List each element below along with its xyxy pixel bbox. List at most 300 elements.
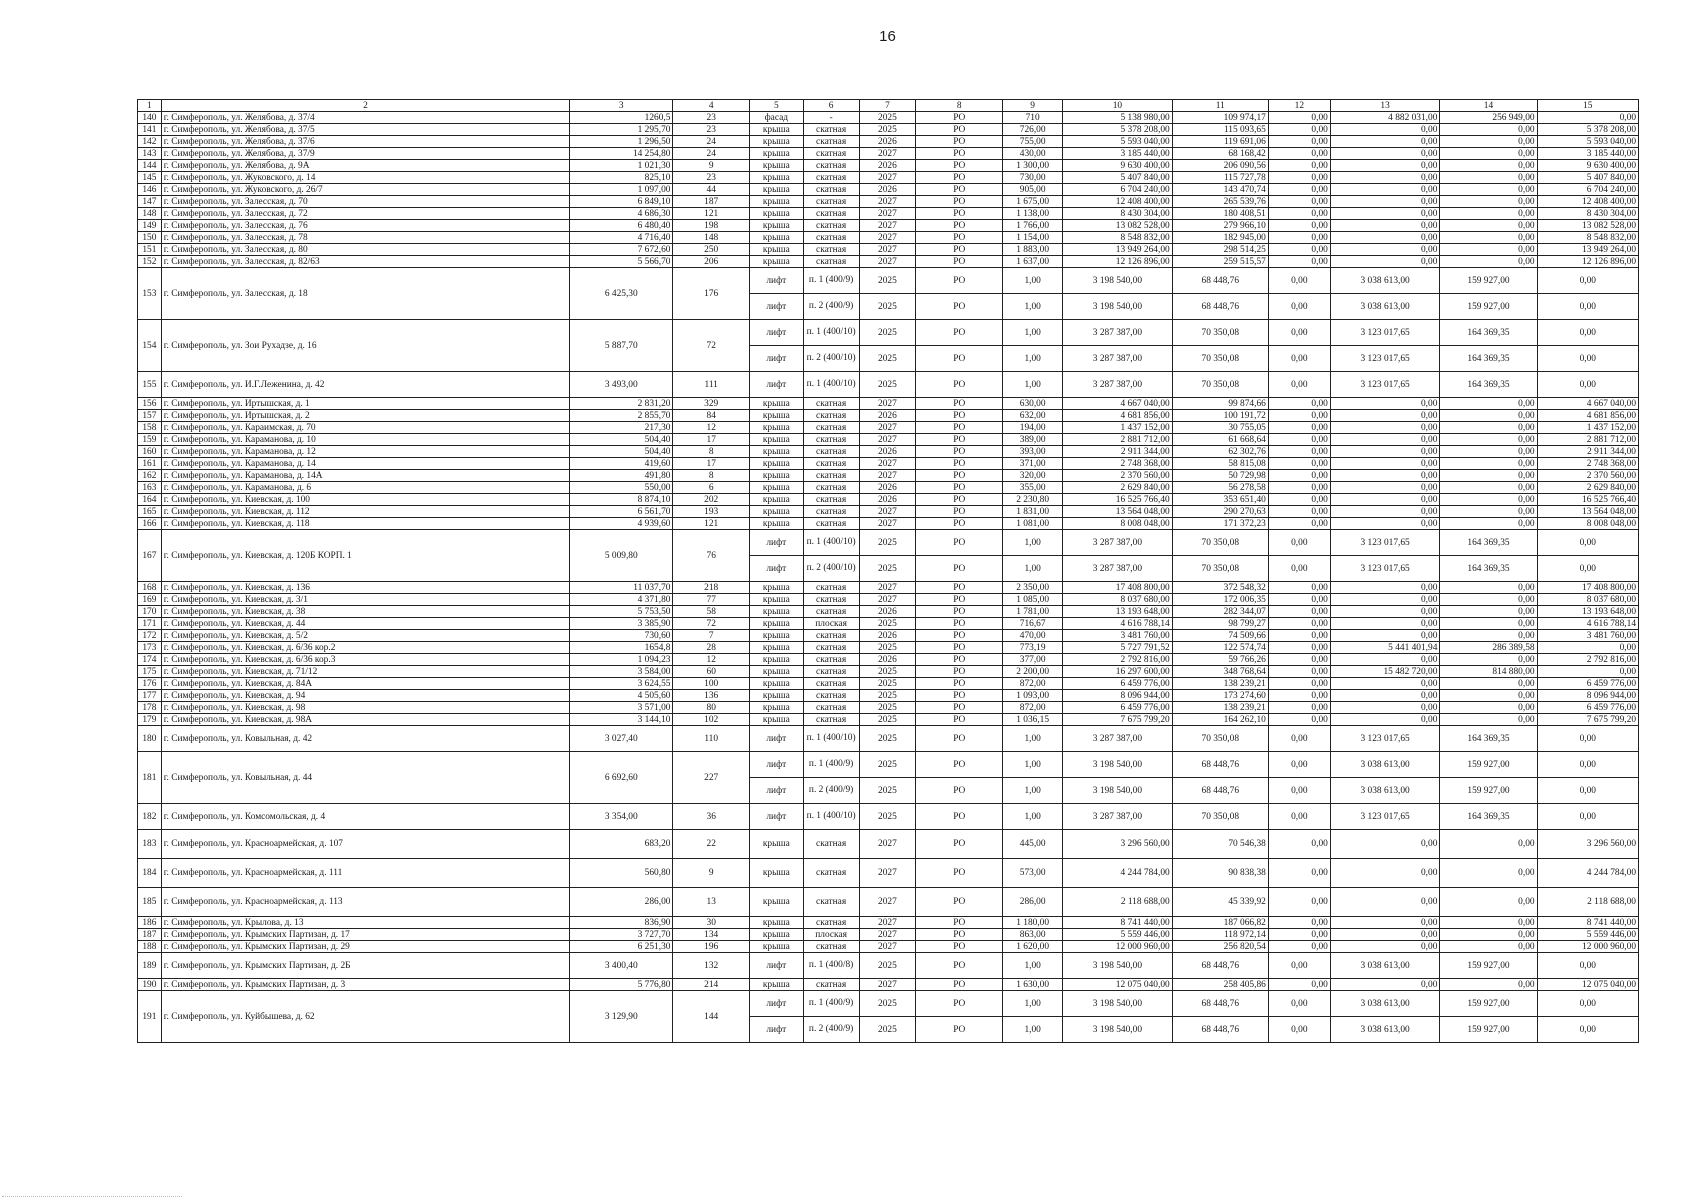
type-cell: скатная — [803, 518, 859, 530]
area-cell: 217,30 — [570, 422, 673, 434]
element-cell: крыша — [749, 124, 803, 136]
table-row — [138, 172, 1639, 184]
element-cell: крыша — [749, 160, 803, 172]
type-cell: п. 1 (400/10) — [803, 726, 859, 752]
contractor-cell: РО — [916, 752, 1003, 778]
footer-line — [2, 1196, 182, 1197]
volume-cell: 393,00 — [1003, 446, 1063, 458]
residents-cell: 84 — [673, 410, 749, 422]
table-row — [138, 494, 1639, 506]
header-cell: 6 — [803, 100, 859, 112]
address-cell: г. Симферополь, ул. Киевская, д. 112 — [161, 506, 569, 518]
volume-cell: 773,19 — [1003, 642, 1063, 654]
type-cell: п. 2 (400/9) — [803, 778, 859, 804]
contractor-cell: РО — [916, 346, 1003, 372]
contractor-cell: РО — [916, 482, 1003, 494]
address-cell: г. Симферополь, ул. Жуковского, д. 14 — [161, 172, 569, 184]
contractor-cell: РО — [916, 594, 1003, 606]
regional-funds-cell: 0,00 — [1330, 208, 1440, 220]
municipal-funds-cell: 0,00 — [1440, 582, 1537, 594]
municipal-funds-cell: 159 927,00 — [1440, 268, 1537, 294]
area-cell: 504,40 — [570, 434, 673, 446]
cost-cell: 3 287 387,00 — [1063, 804, 1173, 830]
element-cell: крыша — [749, 256, 803, 268]
contractor-cell: РО — [916, 830, 1003, 859]
cost-cell: 8 037 680,00 — [1063, 594, 1173, 606]
row-number-cell: 159 — [138, 434, 162, 446]
residents-cell: 8 — [673, 446, 749, 458]
type-cell: скатная — [803, 208, 859, 220]
volume-cell: 371,00 — [1003, 458, 1063, 470]
federal-funds-cell: 0,00 — [1268, 112, 1330, 124]
owner-funds-cell: 2 911 344,00 — [1537, 446, 1638, 458]
unit-cost-cell: 90 838,38 — [1172, 859, 1268, 888]
municipal-funds-cell: 0,00 — [1440, 618, 1537, 630]
volume-cell: 1,00 — [1003, 804, 1063, 830]
year-cell: 2025 — [859, 124, 916, 136]
contractor-cell: РО — [916, 184, 1003, 196]
contractor-cell: РО — [916, 556, 1003, 582]
row-number-cell: 174 — [138, 654, 162, 666]
area-cell: 7 672,60 — [570, 244, 673, 256]
cost-cell: 3 287 387,00 — [1063, 346, 1173, 372]
regional-funds-cell: 0,00 — [1330, 196, 1440, 208]
year-cell: 2026 — [859, 446, 916, 458]
address-cell: г. Симферополь, ул. Залесская, д. 76 — [161, 220, 569, 232]
year-cell: 2026 — [859, 160, 916, 172]
residents-cell: 196 — [673, 941, 749, 953]
row-number-cell: 164 — [138, 494, 162, 506]
year-cell: 2027 — [859, 422, 916, 434]
residents-cell: 7 — [673, 630, 749, 642]
regional-funds-cell: 0,00 — [1330, 830, 1440, 859]
year-cell: 2025 — [859, 666, 916, 678]
federal-funds-cell: 0,00 — [1268, 232, 1330, 244]
element-cell: крыша — [749, 410, 803, 422]
area-cell: 730,60 — [570, 630, 673, 642]
area-cell: 504,40 — [570, 446, 673, 458]
row-number-cell: 186 — [138, 917, 162, 929]
owner-funds-cell: 0,00 — [1537, 991, 1638, 1017]
year-cell: 2027 — [859, 888, 916, 917]
regional-funds-cell: 0,00 — [1330, 160, 1440, 172]
address-cell: г. Симферополь, ул. Желябова, д. 37/9 — [161, 148, 569, 160]
federal-funds-cell: 0,00 — [1268, 196, 1330, 208]
address-cell: г. Симферополь, ул. Желябова, д. 37/4 — [161, 112, 569, 124]
year-cell: 2025 — [859, 642, 916, 654]
cost-cell: 13 082 528,00 — [1063, 220, 1173, 232]
federal-funds-cell: 0,00 — [1268, 346, 1330, 372]
cost-cell: 4 616 788,14 — [1063, 618, 1173, 630]
cost-cell: 3 198 540,00 — [1063, 991, 1173, 1017]
contractor-cell: РО — [916, 136, 1003, 148]
row-number-cell: 172 — [138, 630, 162, 642]
volume-cell: 1 138,00 — [1003, 208, 1063, 220]
type-cell: скатная — [803, 160, 859, 172]
element-cell: крыша — [749, 184, 803, 196]
element-cell: лифт — [749, 752, 803, 778]
federal-funds-cell: 0,00 — [1268, 752, 1330, 778]
cost-cell: 8 548 832,00 — [1063, 232, 1173, 244]
row-number-cell: 175 — [138, 666, 162, 678]
year-cell: 2026 — [859, 630, 916, 642]
area-cell: 491,80 — [570, 470, 673, 482]
year-cell: 2027 — [859, 518, 916, 530]
year-cell: 2027 — [859, 582, 916, 594]
contractor-cell: РО — [916, 320, 1003, 346]
owner-funds-cell: 0,00 — [1537, 320, 1638, 346]
area-cell: 5 566,70 — [570, 256, 673, 268]
owner-funds-cell: 8 096 944,00 — [1537, 690, 1638, 702]
element-cell: крыша — [749, 830, 803, 859]
element-cell: лифт — [749, 372, 803, 398]
cost-cell: 3 185 440,00 — [1063, 148, 1173, 160]
year-cell: 2027 — [859, 458, 916, 470]
unit-cost-cell: 353 651,40 — [1172, 494, 1268, 506]
unit-cost-cell: 138 239,21 — [1172, 678, 1268, 690]
regional-funds-cell: 0,00 — [1330, 690, 1440, 702]
area-cell: 1 094,23 — [570, 654, 673, 666]
type-cell: скатная — [803, 184, 859, 196]
year-cell: 2025 — [859, 1017, 916, 1043]
volume-cell: 2 230,80 — [1003, 494, 1063, 506]
municipal-funds-cell: 0,00 — [1440, 398, 1537, 410]
owner-funds-cell: 3 481 760,00 — [1537, 630, 1638, 642]
cost-cell: 3 198 540,00 — [1063, 953, 1173, 979]
contractor-cell: РО — [916, 494, 1003, 506]
row-number-cell: 169 — [138, 594, 162, 606]
row-number-cell: 176 — [138, 678, 162, 690]
row-number-cell: 178 — [138, 702, 162, 714]
year-cell: 2025 — [859, 690, 916, 702]
regional-funds-cell: 3 123 017,65 — [1330, 372, 1440, 398]
row-number-cell: 190 — [138, 979, 162, 991]
contractor-cell: РО — [916, 726, 1003, 752]
header-cell: 12 — [1268, 100, 1330, 112]
address-cell: г. Симферополь, ул. Киевская, д. 120Б КОРП. 1 — [161, 530, 569, 582]
element-cell: лифт — [749, 991, 803, 1017]
address-cell: г. Симферополь, ул. Ковыльная, д. 42 — [161, 726, 569, 752]
type-cell: скатная — [803, 917, 859, 929]
address-cell: г. Симферополь, ул. Красноармейская, д. 107 — [161, 830, 569, 859]
unit-cost-cell: 173 274,60 — [1172, 690, 1268, 702]
element-cell: крыша — [749, 470, 803, 482]
municipal-funds-cell: 0,00 — [1440, 244, 1537, 256]
year-cell: 2025 — [859, 112, 916, 124]
address-cell: г. Симферополь, ул. Караманова, д. 14А — [161, 470, 569, 482]
element-cell: крыша — [749, 702, 803, 714]
contractor-cell: РО — [916, 244, 1003, 256]
address-cell: г. Симферополь, ул. Ковыльная, д. 44 — [161, 752, 569, 804]
unit-cost-cell: 115 727,78 — [1172, 172, 1268, 184]
federal-funds-cell: 0,00 — [1268, 160, 1330, 172]
owner-funds-cell: 0,00 — [1537, 778, 1638, 804]
volume-cell: 1,00 — [1003, 530, 1063, 556]
unit-cost-cell: 180 408,51 — [1172, 208, 1268, 220]
contractor-cell: РО — [916, 208, 1003, 220]
table-row — [138, 518, 1639, 530]
row-number-cell: 171 — [138, 618, 162, 630]
area-cell: 3 400,40 — [570, 953, 673, 979]
area-cell: 3 624,55 — [570, 678, 673, 690]
row-number-cell: 187 — [138, 929, 162, 941]
element-cell: крыша — [749, 690, 803, 702]
municipal-funds-cell: 0,00 — [1440, 458, 1537, 470]
unit-cost-cell: 68 448,76 — [1172, 953, 1268, 979]
unit-cost-cell: 172 006,35 — [1172, 594, 1268, 606]
table-row — [138, 112, 1639, 124]
row-number-cell: 148 — [138, 208, 162, 220]
federal-funds-cell: 0,00 — [1268, 979, 1330, 991]
federal-funds-cell: 0,00 — [1268, 320, 1330, 346]
volume-cell: 1,00 — [1003, 1017, 1063, 1043]
residents-cell: 198 — [673, 220, 749, 232]
cost-cell: 12 408 400,00 — [1063, 196, 1173, 208]
municipal-funds-cell: 0,00 — [1440, 690, 1537, 702]
table-row — [138, 506, 1639, 518]
contractor-cell: РО — [916, 160, 1003, 172]
address-cell: г. Симферополь, ул. Караманова, д. 14 — [161, 458, 569, 470]
regional-funds-cell: 0,00 — [1330, 172, 1440, 184]
area-cell: 3 584,00 — [570, 666, 673, 678]
regional-funds-cell: 0,00 — [1330, 917, 1440, 929]
table-row — [138, 434, 1639, 446]
address-cell: г. Симферополь, ул. Крымских Партизан, д. 2Б — [161, 953, 569, 979]
type-cell: скатная — [803, 714, 859, 726]
owner-funds-cell: 5 407 840,00 — [1537, 172, 1638, 184]
owner-funds-cell: 16 525 766,40 — [1537, 494, 1638, 506]
federal-funds-cell: 0,00 — [1268, 172, 1330, 184]
regional-funds-cell: 0,00 — [1330, 422, 1440, 434]
federal-funds-cell: 0,00 — [1268, 778, 1330, 804]
regional-funds-cell: 0,00 — [1330, 618, 1440, 630]
address-cell: г. Симферополь, ул. Залесская, д. 82/63 — [161, 256, 569, 268]
row-number-cell: 149 — [138, 220, 162, 232]
volume-cell: 1 085,00 — [1003, 594, 1063, 606]
address-cell: г. Симферополь, ул. Киевская, д. 136 — [161, 582, 569, 594]
year-cell: 2026 — [859, 410, 916, 422]
municipal-funds-cell: 286 389,58 — [1440, 642, 1537, 654]
year-cell: 2026 — [859, 482, 916, 494]
element-cell: крыша — [749, 518, 803, 530]
residents-cell: 132 — [673, 953, 749, 979]
owner-funds-cell: 2 748 368,00 — [1537, 458, 1638, 470]
table-row — [138, 618, 1639, 630]
row-number-cell: 166 — [138, 518, 162, 530]
unit-cost-cell: 68 168,42 — [1172, 148, 1268, 160]
regional-funds-cell: 0,00 — [1330, 124, 1440, 136]
area-cell: 3 727,70 — [570, 929, 673, 941]
volume-cell: 755,00 — [1003, 136, 1063, 148]
residents-cell: 187 — [673, 196, 749, 208]
cost-cell: 5 407 840,00 — [1063, 172, 1173, 184]
unit-cost-cell: 187 066,82 — [1172, 917, 1268, 929]
volume-cell: 355,00 — [1003, 482, 1063, 494]
table-row — [138, 582, 1639, 594]
regional-funds-cell: 3 038 613,00 — [1330, 294, 1440, 320]
municipal-funds-cell: 0,00 — [1440, 606, 1537, 618]
residents-cell: 250 — [673, 244, 749, 256]
table-row — [138, 458, 1639, 470]
federal-funds-cell: 0,00 — [1268, 953, 1330, 979]
table-row — [138, 859, 1639, 888]
type-cell: скатная — [803, 148, 859, 160]
contractor-cell: РО — [916, 530, 1003, 556]
regional-funds-cell: 0,00 — [1330, 702, 1440, 714]
element-cell: крыша — [749, 678, 803, 690]
federal-funds-cell: 0,00 — [1268, 208, 1330, 220]
federal-funds-cell: 0,00 — [1268, 929, 1330, 941]
element-cell: крыша — [749, 606, 803, 618]
area-cell: 2 831,20 — [570, 398, 673, 410]
table-row — [138, 148, 1639, 160]
table-row — [138, 220, 1639, 232]
type-cell: скатная — [803, 690, 859, 702]
type-cell: скатная — [803, 678, 859, 690]
row-number-cell: 165 — [138, 506, 162, 518]
municipal-funds-cell: 0,00 — [1440, 506, 1537, 518]
regional-funds-cell: 0,00 — [1330, 458, 1440, 470]
owner-funds-cell: 2 881 712,00 — [1537, 434, 1638, 446]
type-cell: п. 1 (400/10) — [803, 372, 859, 398]
cost-cell: 3 296 560,00 — [1063, 830, 1173, 859]
address-cell: г. Симферополь, ул. Залесская, д. 80 — [161, 244, 569, 256]
row-number-cell: 183 — [138, 830, 162, 859]
address-cell: г. Симферополь, ул. Залесская, д. 70 — [161, 196, 569, 208]
table-row — [138, 979, 1639, 991]
type-cell: п. 1 (400/8) — [803, 953, 859, 979]
municipal-funds-cell: 0,00 — [1440, 232, 1537, 244]
residents-cell: 102 — [673, 714, 749, 726]
area-cell: 825,10 — [570, 172, 673, 184]
element-cell: крыша — [749, 398, 803, 410]
unit-cost-cell: 372 548,32 — [1172, 582, 1268, 594]
type-cell: скатная — [803, 494, 859, 506]
owner-funds-cell: 9 630 400,00 — [1537, 160, 1638, 172]
area-cell: 6 480,40 — [570, 220, 673, 232]
residents-cell: 9 — [673, 160, 749, 172]
type-cell: скатная — [803, 654, 859, 666]
municipal-funds-cell: 164 369,35 — [1440, 556, 1537, 582]
type-cell: плоская — [803, 618, 859, 630]
residents-cell: 12 — [673, 654, 749, 666]
year-cell: 2027 — [859, 506, 916, 518]
type-cell: скатная — [803, 232, 859, 244]
row-number-cell: 177 — [138, 690, 162, 702]
row-number-cell: 157 — [138, 410, 162, 422]
volume-cell: 716,67 — [1003, 618, 1063, 630]
address-cell: г. Симферополь, ул. Комсомольская, д. 4 — [161, 804, 569, 830]
regional-funds-cell: 0,00 — [1330, 494, 1440, 506]
element-cell: лифт — [749, 556, 803, 582]
element-cell: крыша — [749, 654, 803, 666]
municipal-funds-cell: 0,00 — [1440, 124, 1537, 136]
volume-cell: 1 883,00 — [1003, 244, 1063, 256]
residents-cell: 60 — [673, 666, 749, 678]
row-number-cell: 163 — [138, 482, 162, 494]
owner-funds-cell: 1 437 152,00 — [1537, 422, 1638, 434]
address-cell: г. Симферополь, ул. Киевская, д. 98 — [161, 702, 569, 714]
unit-cost-cell: 58 815,08 — [1172, 458, 1268, 470]
municipal-funds-cell: 0,00 — [1440, 470, 1537, 482]
unit-cost-cell: 122 574,74 — [1172, 642, 1268, 654]
type-cell: скатная — [803, 172, 859, 184]
volume-cell: 445,00 — [1003, 830, 1063, 859]
contractor-cell: РО — [916, 690, 1003, 702]
regional-funds-cell: 0,00 — [1330, 232, 1440, 244]
header-cell: 13 — [1330, 100, 1440, 112]
volume-cell: 632,00 — [1003, 410, 1063, 422]
owner-funds-cell: 8 430 304,00 — [1537, 208, 1638, 220]
federal-funds-cell: 0,00 — [1268, 256, 1330, 268]
year-cell: 2027 — [859, 244, 916, 256]
regional-funds-cell: 0,00 — [1330, 941, 1440, 953]
type-cell: п. 2 (400/9) — [803, 294, 859, 320]
address-cell: г. Симферополь, ул. Киевская, д. 94 — [161, 690, 569, 702]
unit-cost-cell: 68 448,76 — [1172, 268, 1268, 294]
area-cell: 5 009,80 — [570, 530, 673, 582]
header-cell: 5 — [749, 100, 803, 112]
cost-cell: 6 459 776,00 — [1063, 678, 1173, 690]
type-cell: п. 1 (400/9) — [803, 752, 859, 778]
element-cell: крыша — [749, 208, 803, 220]
element-cell: крыша — [749, 917, 803, 929]
element-cell: крыша — [749, 929, 803, 941]
row-number-cell: 168 — [138, 582, 162, 594]
municipal-funds-cell: 0,00 — [1440, 630, 1537, 642]
address-cell: г. Симферополь, ул. Жуковского, д. 26/7 — [161, 184, 569, 196]
owner-funds-cell: 8 008 048,00 — [1537, 518, 1638, 530]
type-cell: скатная — [803, 434, 859, 446]
area-cell: 1 021,30 — [570, 160, 673, 172]
owner-funds-cell: 4 667 040,00 — [1537, 398, 1638, 410]
area-cell: 419,60 — [570, 458, 673, 470]
unit-cost-cell: 259 515,57 — [1172, 256, 1268, 268]
table-row — [138, 726, 1639, 752]
table-row — [138, 320, 1639, 346]
address-cell: г. Симферополь, ул. Иртышская, д. 2 — [161, 410, 569, 422]
contractor-cell: РО — [916, 148, 1003, 160]
contractor-cell: РО — [916, 458, 1003, 470]
owner-funds-cell: 0,00 — [1537, 1017, 1638, 1043]
owner-funds-cell: 5 559 446,00 — [1537, 929, 1638, 941]
year-cell: 2027 — [859, 859, 916, 888]
regional-funds-cell: 3 038 613,00 — [1330, 778, 1440, 804]
area-cell: 1260,5 — [570, 112, 673, 124]
type-cell: п. 2 (400/9) — [803, 1017, 859, 1043]
unit-cost-cell: 70 350,08 — [1172, 530, 1268, 556]
type-cell: скатная — [803, 666, 859, 678]
row-number-cell: 160 — [138, 446, 162, 458]
residents-cell: 218 — [673, 582, 749, 594]
address-cell: г. Симферополь, ул. Крымских Партизан, д. 29 — [161, 941, 569, 953]
owner-funds-cell: 0,00 — [1537, 556, 1638, 582]
contractor-cell: РО — [916, 434, 1003, 446]
owner-funds-cell: 2 629 840,00 — [1537, 482, 1638, 494]
contractor-cell: РО — [916, 470, 1003, 482]
owner-funds-cell: 0,00 — [1537, 530, 1638, 556]
municipal-funds-cell: 0,00 — [1440, 917, 1537, 929]
volume-cell: 905,00 — [1003, 184, 1063, 196]
header-cell: 9 — [1003, 100, 1063, 112]
unit-cost-cell: 182 945,00 — [1172, 232, 1268, 244]
federal-funds-cell: 0,00 — [1268, 446, 1330, 458]
volume-cell: 1,00 — [1003, 268, 1063, 294]
cost-cell: 1 437 152,00 — [1063, 422, 1173, 434]
address-cell: г. Симферополь, ул. Куйбышева, д. 62 — [161, 991, 569, 1043]
volume-cell: 1 766,00 — [1003, 220, 1063, 232]
owner-funds-cell: 2 792 816,00 — [1537, 654, 1638, 666]
